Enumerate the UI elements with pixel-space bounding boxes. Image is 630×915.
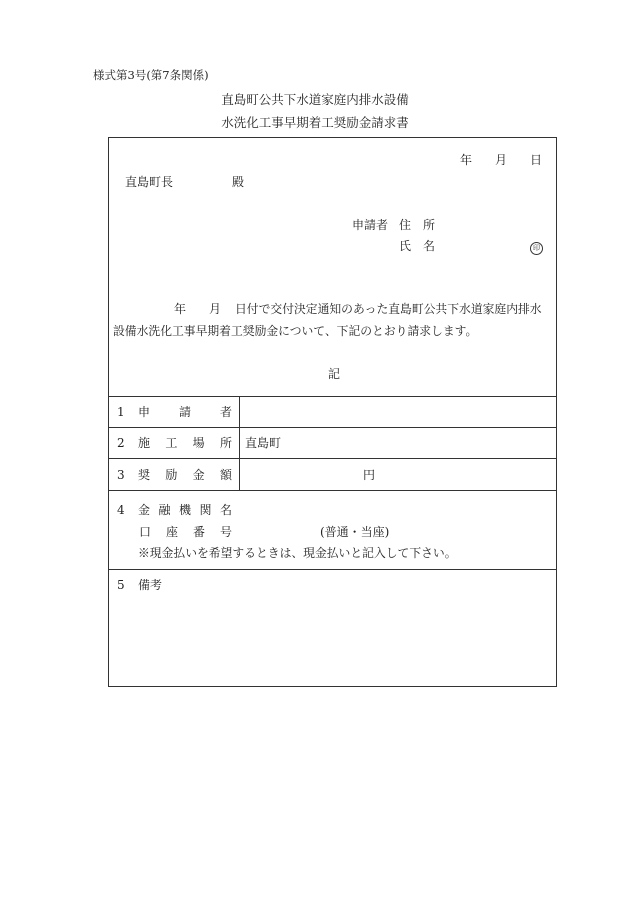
item-label-amount: 奨 励 金 額 [138, 468, 232, 482]
document-title-line1: 直島町公共下水道家庭内排水設備 [221, 92, 409, 107]
date-year[interactable]: 年 [460, 153, 473, 167]
date-day[interactable]: 日 [530, 153, 543, 167]
address-field[interactable] [439, 216, 549, 232]
row-divider-1 [109, 427, 556, 428]
remarks-field[interactable] [138, 596, 548, 680]
row-divider-2 [109, 458, 556, 459]
item-number-1: 1 [117, 405, 125, 419]
item-label-site: 施 工 場 所 [138, 436, 232, 450]
row-divider-4 [109, 569, 556, 570]
body-line1: 日付で交付決定通知のあった直島町公共下水道家庭内排水 [235, 302, 542, 316]
date-month[interactable]: 月 [495, 153, 508, 167]
form-number-label: 様式第3号(第7条関係) [93, 68, 209, 82]
addressee-honorific: 殿 [232, 175, 245, 189]
bank-name-field[interactable] [243, 499, 553, 519]
item-number-3: 3 [117, 468, 125, 482]
name-label: 氏 名 [399, 239, 435, 253]
account-number-field[interactable] [237, 522, 317, 540]
applicant-label: 申請者 [352, 218, 389, 232]
cash-payment-note: ※現金払いを希望するときは、現金払いと記入して下さい。 [138, 546, 457, 560]
seal-mark: 印 [530, 239, 543, 255]
bank-name-label: 金 融 機 関 名 [138, 503, 232, 517]
remarks-label: 備考 [138, 578, 163, 592]
form-frame [108, 137, 557, 687]
item-number-5: 5 [117, 578, 125, 592]
document-title-line2: 水洗化工事早期着工奨励金請求書 [221, 115, 409, 130]
table-top-rule [109, 396, 556, 397]
item-label-applicant: 申 請 者 [138, 405, 232, 419]
item-number-4: 4 [117, 503, 125, 517]
account-type-options[interactable]: (普通・当座) [320, 525, 390, 539]
table-column-divider [239, 396, 240, 490]
amount-field[interactable]: 円 [363, 468, 376, 482]
addressee-name: 直島町長 [125, 175, 174, 189]
body-line2: 設備水洗化工事早期着工奨励金について、下記のとおり請求します。 [113, 324, 478, 338]
address-label: 住 所 [399, 218, 435, 232]
site-field[interactable]: 直島町 [245, 436, 282, 450]
body-month: 月 [209, 302, 222, 316]
item-number-2: 2 [117, 436, 125, 450]
name-field[interactable] [439, 237, 529, 253]
applicant-field[interactable] [243, 401, 553, 423]
row-divider-3 [109, 490, 556, 491]
body-year: 年 [174, 302, 187, 316]
ki-heading: 記 [328, 367, 341, 381]
account-number-label: 口 座 番 号 [139, 525, 232, 539]
